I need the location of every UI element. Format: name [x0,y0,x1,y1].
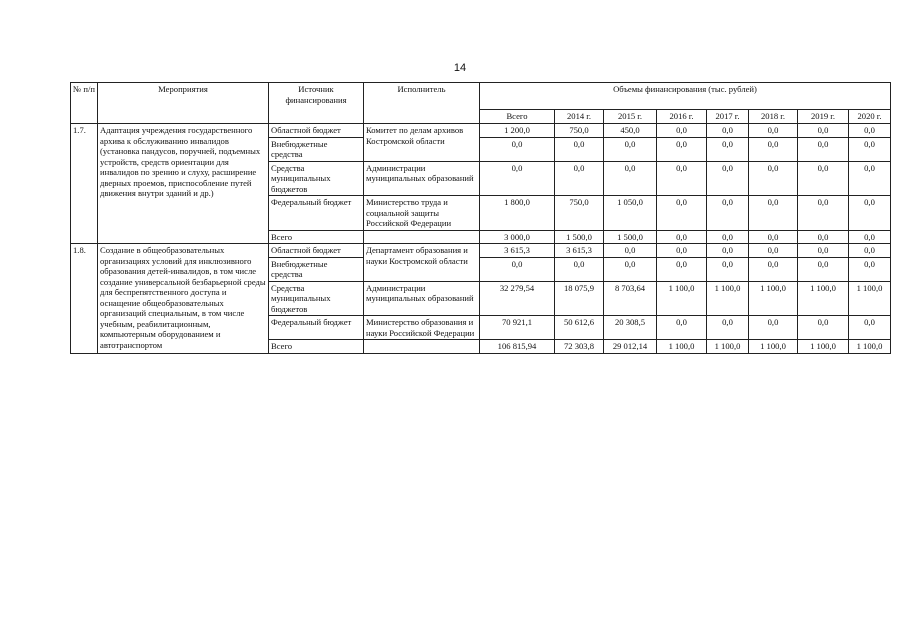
value-cell: 0,0 [707,124,749,138]
value-cell: 0,0 [657,161,707,196]
value-cell: 0,0 [798,137,849,161]
source-cell: Федеральный бюджет [269,196,364,231]
value-cell: 18 075,9 [555,281,604,316]
value-cell: 0,0 [749,316,798,340]
value-cell: 0,0 [798,257,849,281]
value-cell: 0,0 [480,161,555,196]
value-cell: 0,0 [849,137,891,161]
table-row [71,124,891,138]
value-cell: 29 012,14 [604,340,657,354]
value-cell: 8 703,64 [604,281,657,316]
value-cell: 0,0 [604,137,657,161]
value-cell: 70 921,1 [480,316,555,340]
executor-cell: Администрации муниципальных образований [364,161,480,196]
value-cell: 0,0 [604,257,657,281]
header-year: Всего [480,110,555,124]
value-cell: 3 615,3 [480,244,555,258]
header-year: 2014 г. [555,110,604,124]
value-cell: 1 200,0 [480,124,555,138]
value-cell: 0,0 [749,196,798,231]
value-cell: 0,0 [849,257,891,281]
value-cell: 50 612,6 [555,316,604,340]
value-cell: 750,0 [555,196,604,231]
value-cell: 0,0 [749,161,798,196]
value-cell: 0,0 [798,230,849,244]
header-year: 2016 г. [657,110,707,124]
value-cell: 0,0 [604,244,657,258]
value-cell: 0,0 [798,244,849,258]
header-executor: Исполнитель [364,83,480,124]
value-cell: 0,0 [749,124,798,138]
value-cell: 1 100,0 [849,281,891,316]
section-num: 1.8. [71,244,98,354]
value-cell: 1 500,0 [555,230,604,244]
value-cell: 1 100,0 [707,340,749,354]
value-cell: 0,0 [849,124,891,138]
value-cell: 0,0 [555,161,604,196]
header-year: 2017 г. [707,110,749,124]
header-year: 2019 г. [798,110,849,124]
source-cell: Федеральный бюджет [269,316,364,340]
value-cell: 0,0 [707,244,749,258]
table-row [71,244,891,258]
value-cell: 0,0 [657,196,707,231]
value-cell: 0,0 [707,196,749,231]
executor-cell: Администрации муниципальных образований [364,281,480,316]
value-cell: 0,0 [798,124,849,138]
value-cell: 0,0 [555,137,604,161]
value-cell: 72 303,8 [555,340,604,354]
value-cell: 0,0 [604,161,657,196]
value-cell: 1 800,0 [480,196,555,231]
value-cell: 0,0 [798,196,849,231]
value-cell: 0,0 [849,244,891,258]
value-cell: 750,0 [555,124,604,138]
value-cell: 0,0 [749,230,798,244]
value-cell: 0,0 [849,230,891,244]
value-cell: 1 100,0 [849,340,891,354]
executor-cell [364,230,480,244]
value-cell: 106 815,94 [480,340,555,354]
value-cell: 3 615,3 [555,244,604,258]
value-cell: 1 100,0 [749,281,798,316]
value-cell: 1 500,0 [604,230,657,244]
value-cell: 0,0 [657,124,707,138]
value-cell: 32 279,54 [480,281,555,316]
source-cell: Средства муниципальных бюджетов [269,281,364,316]
financing-table [70,82,891,354]
executor-cell: Департамент образования и науки Костромской области [364,244,480,282]
section-event: Адаптация учреждения государственного архива к обслуживанию инвалидов (установка пандусов, поручней, подъемных устройств, средств ориентации для инвалидов по зрению и слуху, расширение дверных проемов, приспособление путей движения внутри зданий и др.) [98,124,269,244]
header-num: № п/п [71,83,98,124]
value-cell: 1 100,0 [657,340,707,354]
source-cell: Областной бюджет [269,124,364,138]
value-cell: 0,0 [849,316,891,340]
header-row [71,83,891,110]
value-cell: 0,0 [749,257,798,281]
value-cell: 0,0 [707,137,749,161]
value-cell: 0,0 [707,230,749,244]
page-number: 14 [453,62,467,74]
executor-cell [364,340,480,354]
source-cell: Всего [269,340,364,354]
value-cell: 0,0 [657,257,707,281]
value-cell: 1 050,0 [604,196,657,231]
value-cell: 0,0 [798,161,849,196]
section-num: 1.7. [71,124,98,244]
executor-cell: Министерство образования и науки Российской Федерации [364,316,480,340]
header-year: 2020 г. [849,110,891,124]
value-cell: 0,0 [749,244,798,258]
source-cell: Областной бюджет [269,244,364,258]
header-year: 2015 г. [604,110,657,124]
value-cell: 0,0 [555,257,604,281]
source-cell: Внебюджетные средства [269,257,364,281]
value-cell: 0,0 [707,161,749,196]
value-cell: 0,0 [849,196,891,231]
value-cell: 0,0 [480,137,555,161]
value-cell: 0,0 [657,316,707,340]
value-cell: 0,0 [707,257,749,281]
executor-cell: Комитет по делам архивов Костромской области [364,124,480,162]
value-cell: 0,0 [657,244,707,258]
executor-cell: Министерство труда и социальной защиты Российской Федерации [364,196,480,231]
header-source: Источник финансирования [269,83,364,124]
value-cell: 1 100,0 [749,340,798,354]
section-event: Создание в общеобразовательных организациях условий для инклюзивного образования детей-инвалидов, в том числе создание универсальной безбарьерной среды для беспрепятственного доступа и оснащение общеобразовательных организаций специальным, в том числе учебным, реабилитационным, компьютерным оборудованием и автотранспортом [98,244,269,354]
value-cell: 3 000,0 [480,230,555,244]
value-cell: 20 308,5 [604,316,657,340]
source-cell: Внебюджетные средства [269,137,364,161]
source-cell: Всего [269,230,364,244]
source-cell: Средства муниципальных бюджетов [269,161,364,196]
value-cell: 1 100,0 [798,340,849,354]
value-cell: 1 100,0 [798,281,849,316]
value-cell: 0,0 [480,257,555,281]
value-cell: 0,0 [798,316,849,340]
value-cell: 0,0 [749,137,798,161]
value-cell: 0,0 [849,161,891,196]
value-cell: 1 100,0 [707,281,749,316]
header-event: Мероприятия [98,83,269,124]
value-cell: 0,0 [657,137,707,161]
value-cell: 1 100,0 [657,281,707,316]
value-cell: 450,0 [604,124,657,138]
value-cell: 0,0 [657,230,707,244]
header-year: 2018 г. [749,110,798,124]
value-cell: 0,0 [707,316,749,340]
header-volume: Объемы финансирования (тыс. рублей) [480,83,891,110]
